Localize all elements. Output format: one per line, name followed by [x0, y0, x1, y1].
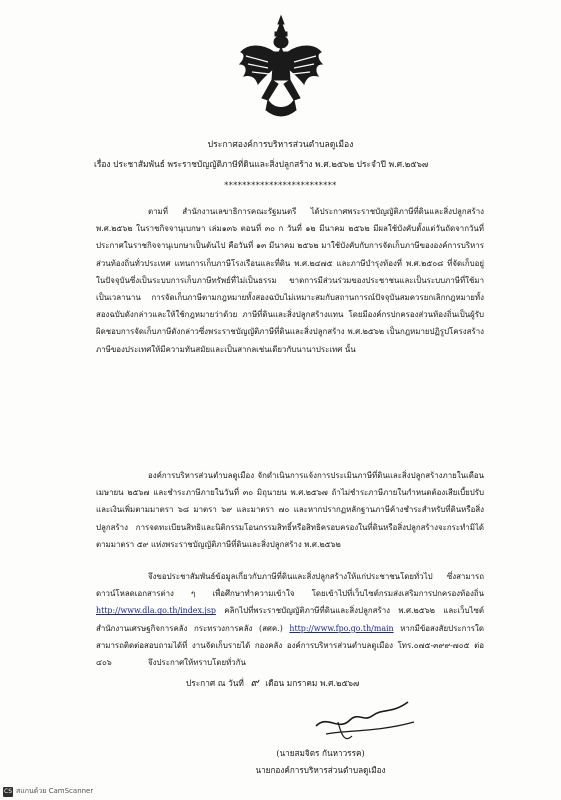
paragraph-2: องค์การบริหารส่วนตำบลดูเมือง จักดำเนินการแจ้งการประเมินภาษีที่ดินและสิ่งปลูกสร้างภายในเดือนเมษายน ๒๕๖๗ และชำระภาษีภายในวันที่ ๓๐ มิถุนายน พ.ศ.๒๕๖๗ ถ้าไม่ชำระภาษีภายในกำหนดต้องเสียเบี้ยปรับและเงินเพิ่มตามมาตรา ๖๘ มาตรา ๖๙ และมาตรา ๗๐ และหากปรากฏหลักฐานภาษีค้างชำระสำหรับที่ดินหรือสิ่งปลูกสร้าง การจดทะเบียนสิทธิและนิติกรรมโอนกรรมสิทธิ์หรือสิทธิครอบครองในที่ดินหรือสิ่งปลูกสร้างจะกระทำมิได้ ตามมาตรา ๕๙ แห่งพระราชบัญญัติภาษีที่ดินและสิ่งปลูกสร้าง พ.ศ.๒๕๖๒: [96, 471, 484, 549]
dla-website-link[interactable]: http://www.dla.go.th/index.jsp: [96, 606, 216, 616]
paragraph-1: ตามที่ สำนักงานเลขาธิการคณะรัฐมนตรี ได้ประกาศพระราชบัญญัติภาษีที่ดินและสิ่งปลูกสร้าง พ.ศ.๒๕๖๒ ในราชกิจจานุเบกษา เล่ม๑๓๖ ตอนที่ ๓๐ ก วันที่ ๑๒ มีนาคม ๒๕๖๒ มีผลใช้บังคับตั้งแต่วันถัดจากวันที่ประกาศในราชกิจจานุเบกษาเป็นต้นไป คือวันที่ ๑๓ มีนาคม ๒๕๖๒ มาใช้บังคับกับการจัดเก็บภาษีขององค์การบริหารส่วนท้องถิ่นทั่วประเทศ แทนการเก็บภาษีโรงเรือนและที่ดิน พ.ศ.๒๔๗๕ และภาษีบำรุงท้องที่ พ.ศ.๒๕๐๘ ที่จัดเก็บอยู่ในปัจจุบันซึ่งเป็นระบบการเก็บภาษีทรัพย์ที่ไม่เป็นธรรม ขาดการมีส่วนร่วมของประชาชนและเป็นระบบภาษีที่ใช้มาเป็นเวลานาน การจัดเก็บภาษีตามกฎหมายทั้งสองฉบับไม่เหมาะสมกับสถานการณ์ปัจจุบันสมควรยกเลิกกฎหมายทั้งสองฉบับดังกล่าวและให้ใช้กฎหมายว่าด้วย ภาษีที่ดินและสิ่งปลูกสร้างแทน โดยมีองค์กรปกครองส่วนท้องถิ่นเป็นผู้รับผิดชอบการจัดเก็บภาษีดังกล่าวซึ่งพระราชบัญญัติภาษีที่ดินและสิ่งปลูกสร้าง พ.ศ.๒๕๖๒ เป็นกฎหมายปฏิรูปโครงสร้างภาษีของประเทศให้มีความทันสมัยและเป็นสากลเช่นเดียวกับนานาประเทศ นั้น: [96, 207, 484, 354]
announcement-title: ประกาศองค์การบริหารส่วนตำบลดูเมือง: [207, 140, 354, 150]
date-suffix: เดือน มกราคม พ.ศ.๒๕๖๗: [265, 678, 360, 688]
paragraph-3-text-b: คลิกไปที่พระราชบัญญัติภาษีที่ดินและสิ่งปลูกสร้าง พ.ศ.๒๕๖๒ และเว็บไซต์ สำนักงานเศรษฐกิจการคลัง กระทรวงการคลัง (สศค.): [96, 606, 484, 633]
separator-stars: *************************: [224, 181, 337, 190]
paragraph-3-text-c: หากมีข้อสงสัยประการใดสามารถติดต่อสอบถามได้ที่ งานจัดเก็บรายได้ กองคลัง องค์การบริหารส่วนตำบลดูเมือง โทร.๐๗๕-๓๙๙-๗๐๕ ต่อ ๔๐๖: [96, 623, 484, 668]
camscanner-text: สแกนด้วย CamScanner: [16, 787, 94, 795]
handwritten-signature: [308, 692, 418, 746]
date-prefix: ประกาศ ณ วันที่: [186, 678, 244, 688]
paragraph-closing: [96, 654, 484, 671]
garuda-emblem-icon: [238, 14, 324, 118]
paragraph-background: [96, 203, 484, 358]
fpo-website-link[interactable]: http://www.fpo.go.th/main: [289, 623, 394, 633]
announcement-subject: เรื่อง ประชาสัมพันธ์ พระราชบัญญัติภาษีที่ดินและสิ่งปลูกสร้าง พ.ศ.๒๕๖๒ ประจำปี พ.ศ.๒๕๖๗: [94, 159, 429, 169]
announcement-date: [186, 673, 359, 691]
paragraph-4: จึงประกาศให้ทราบโดยทั่วกัน: [148, 658, 246, 667]
signer-title: นายกองค์การบริหารส่วนตำบลดูเมือง: [255, 765, 386, 775]
signer-name: (นายสมจิตร กันหาวรรค): [276, 748, 365, 758]
paragraph-3-text-a: จึงขอประชาสัมพันธ์ข้อมูลเกี่ยวกับภาษีที่ดินและสิ่งปลูกสร้างให้แก่ประชาชนโดยทั่วไป ซึ่งสามารถดาวน์โหลดเอกสารต่าง ๆ เพื่อศึกษาทำความเข้าใจ โดยเข้าไปที่เว็บไซต์กรมส่งเสริมการปกครองท้องถิ่น: [96, 572, 484, 599]
date-day-handwritten: ๙: [250, 676, 259, 689]
camscanner-watermark: [3, 786, 93, 797]
camscanner-logo-icon: CS: [4, 788, 12, 795]
paragraph-assessment: [96, 467, 484, 553]
